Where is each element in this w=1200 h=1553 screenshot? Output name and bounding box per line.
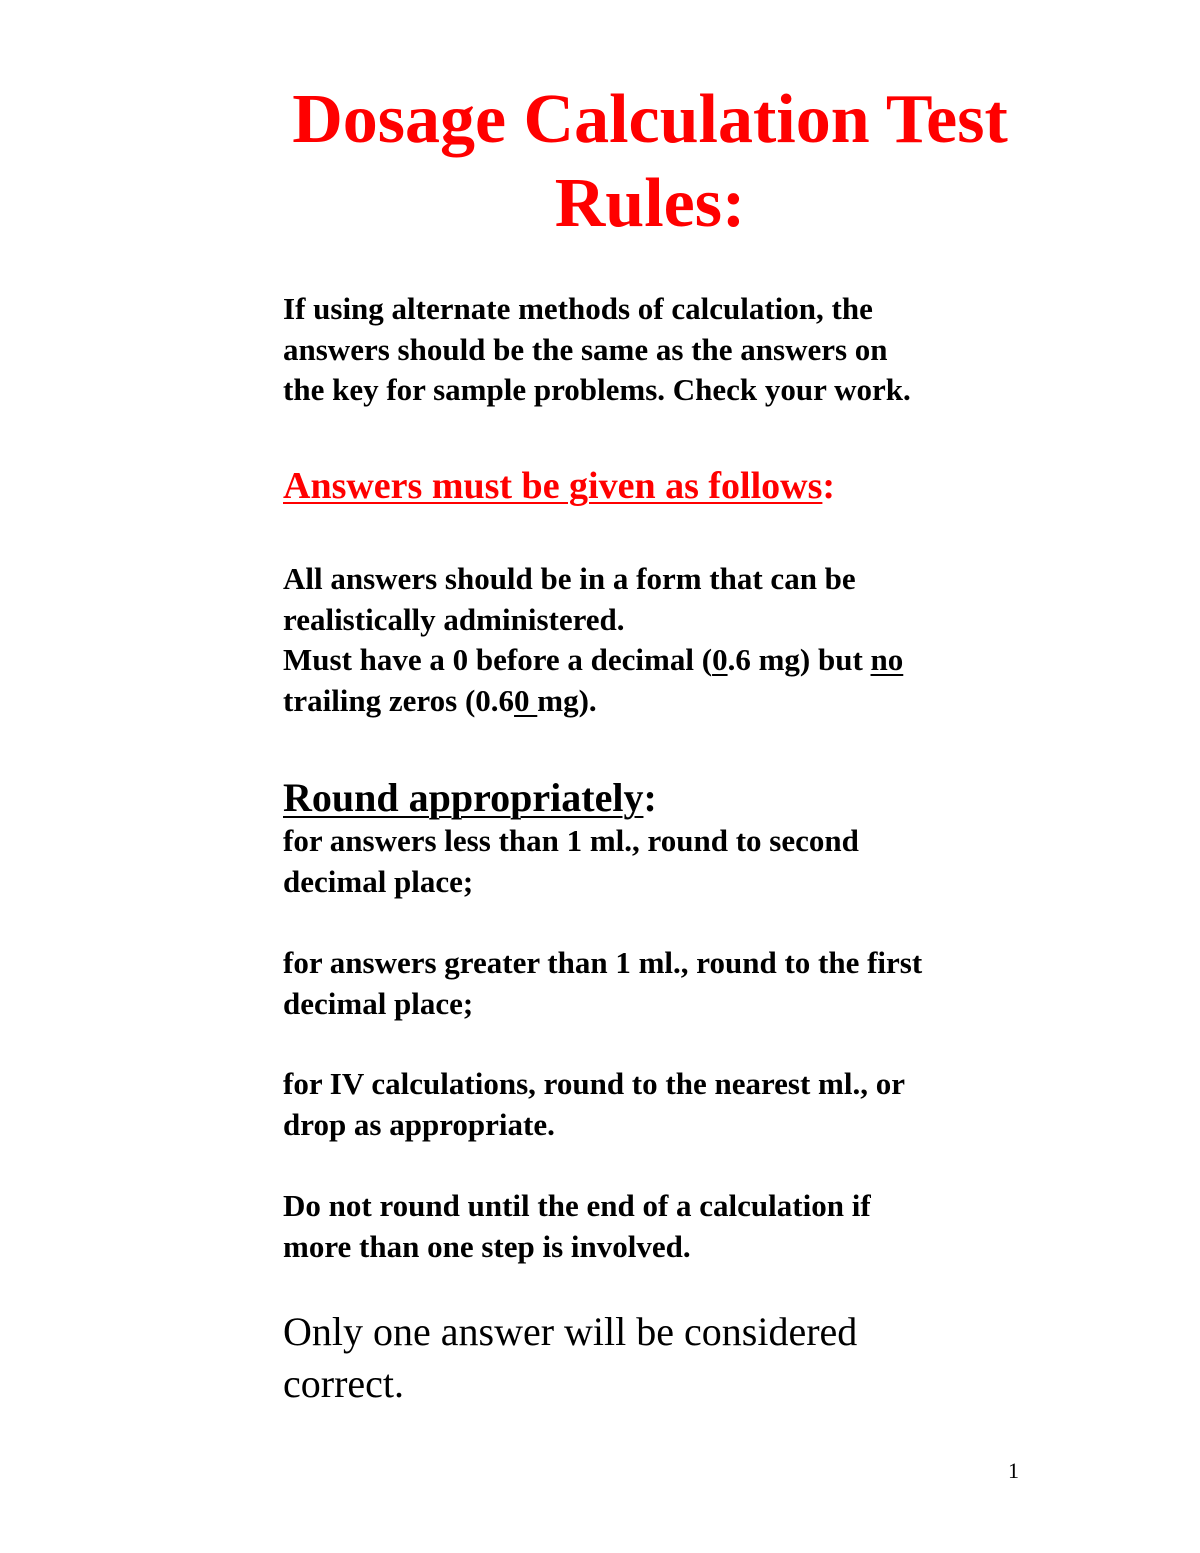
round-rule-2-line-2: decimal place;	[283, 985, 474, 1021]
answers-heading	[283, 462, 835, 510]
round-rule-1-line-2: decimal place;	[283, 863, 474, 899]
round-heading-colon: :	[643, 775, 657, 820]
no-emphasis: no	[870, 642, 904, 677]
title-line-1: Dosage Calculation Test	[292, 81, 1008, 158]
intro-line-2: answers should be the same as the answers on	[283, 331, 888, 367]
answers-rule-line-3	[283, 642, 903, 677]
answers-heading-colon: :	[822, 465, 836, 507]
round-rule-2-line-1: for answers greater than 1 ml., round to the first	[283, 945, 923, 980]
answers-rule-line-4	[283, 683, 597, 718]
round-rule-4-line-1: Do not round until the end of a calculation if	[283, 1188, 871, 1223]
answers-heading-text: Answers must be given as follows	[283, 465, 823, 507]
round-rule-3-line-1: for IV calculations, round to the nearest ml., or	[283, 1066, 905, 1101]
answers-rule-line-4-part-b: mg).	[537, 682, 597, 718]
round-rule-3-line-2: drop as appropriate.	[283, 1106, 555, 1142]
round-rule-4-line-2: more than one step is involved.	[283, 1228, 691, 1264]
round-rule-3	[283, 1064, 1043, 1145]
answers-rule-line-3-zero: 0	[452, 642, 469, 677]
document-title	[230, 78, 1070, 246]
intro-paragraph	[283, 289, 1043, 411]
round-rule-2	[283, 943, 1043, 1024]
final-note-line-1: Only one answer will be considered	[283, 1309, 858, 1354]
answers-rule-line-2: realistically administered.	[283, 601, 625, 637]
answers-rule-line-4-part-a: trailing zeros (0.6	[283, 682, 515, 718]
intro-line-1: If using alternate methods of calculation, the	[283, 291, 873, 326]
round-rule-1	[283, 821, 1043, 902]
round-heading-text: Round appropriately	[283, 775, 644, 820]
round-heading	[283, 774, 657, 822]
round-rule-1-line-1: for answers less than 1 ml., round to second	[283, 823, 859, 858]
final-note-line-2: correct.	[283, 1361, 405, 1406]
answers-rule-line-3-part-c: .6 mg) but	[727, 642, 871, 677]
round-rule-4	[283, 1186, 1043, 1267]
answers-rule-line-3-part-a: Must have a	[283, 642, 453, 677]
trailing-zero-example: 0	[514, 682, 538, 718]
page-number: 1	[1008, 1458, 1019, 1483]
answers-rule-line-3-part-b: before a decimal (	[468, 642, 713, 677]
title-line-2: Rules:	[554, 165, 746, 242]
intro-line-3: the key for sample problems. Check your work.	[283, 372, 911, 407]
final-note	[283, 1306, 857, 1410]
leading-zero-example: 0	[712, 642, 728, 677]
answers-rules	[283, 559, 1043, 721]
answers-rule-line-1: All answers should be in a form that can be	[283, 561, 856, 596]
